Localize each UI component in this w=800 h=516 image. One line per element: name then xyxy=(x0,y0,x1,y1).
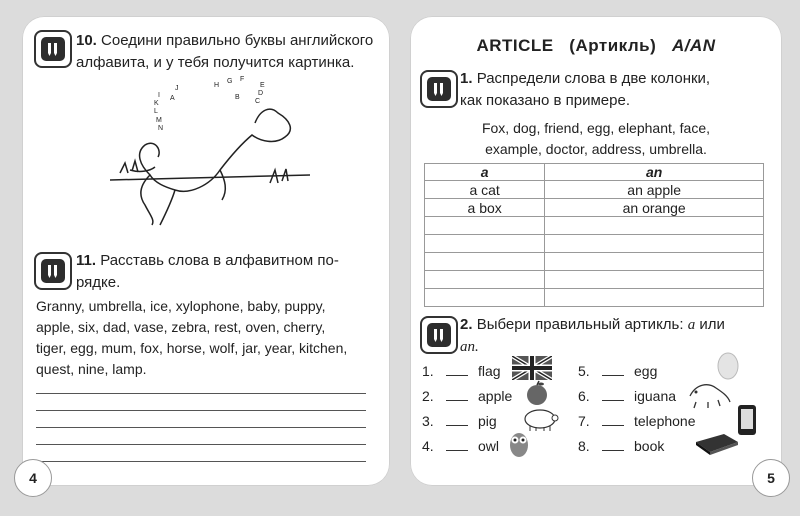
item-word: telephone xyxy=(634,413,696,429)
item-word: flag xyxy=(478,363,501,379)
task1-word-list xyxy=(410,118,782,160)
table-cell[interactable] xyxy=(425,289,545,307)
word-line: Fox, dog, friend, egg, elephant, face, xyxy=(481,120,711,136)
item-number: 2. xyxy=(422,388,434,404)
page-number-right: 5 xyxy=(752,459,790,497)
dot-letter: H xyxy=(214,82,220,89)
dot-letter: L xyxy=(154,108,158,115)
title-ru: (Артикль) xyxy=(569,36,657,55)
writing-line[interactable] xyxy=(36,393,366,394)
pig-icon xyxy=(520,406,560,432)
dot-letter: F xyxy=(240,76,245,83)
table-cell[interactable]: an apple xyxy=(545,181,764,199)
column-header-a: a xyxy=(425,164,545,181)
task10-line2: алфавита, и у тебя получится картинка. xyxy=(76,54,355,71)
pencil-icon xyxy=(420,316,458,354)
table-cell[interactable] xyxy=(545,253,764,271)
word-line: example, doctor, address, umbrella. xyxy=(485,141,707,157)
writing-line[interactable] xyxy=(36,461,366,462)
table-cell[interactable]: a cat xyxy=(425,181,545,199)
title-a: A xyxy=(671,36,685,55)
task2-text: Выбери правильный артикль: xyxy=(476,316,684,333)
title-article: ARTICLE xyxy=(476,36,554,55)
table-cell[interactable] xyxy=(425,271,545,289)
table-cell[interactable] xyxy=(545,271,764,289)
page-title xyxy=(410,36,782,56)
answer-blank[interactable] xyxy=(602,438,624,451)
task1-instruction xyxy=(460,68,775,112)
word-line: tiger, egg, mum, fox, horse, wolf, jar, year, kitchen, xyxy=(36,340,348,356)
task11-instruction xyxy=(76,250,381,294)
dot-to-dot-picture xyxy=(110,75,310,235)
task2-option-a: a xyxy=(687,317,696,333)
dot-letter: J xyxy=(175,85,179,92)
task11-line1: Расставь слова в алфавитном по- xyxy=(100,252,339,269)
task2-option-an: an. xyxy=(460,339,479,355)
item-number: 6. xyxy=(578,388,590,404)
task10-instruction xyxy=(76,30,381,74)
answer-blank[interactable] xyxy=(446,363,468,376)
pencil-icon xyxy=(34,252,72,290)
exercise-item xyxy=(578,388,676,404)
answer-blank[interactable] xyxy=(446,413,468,426)
table-cell[interactable]: an orange xyxy=(545,199,764,217)
dot-letter: C xyxy=(255,98,261,105)
item-number: 8. xyxy=(578,438,590,454)
answer-blank[interactable] xyxy=(602,363,624,376)
item-word: book xyxy=(634,438,665,454)
pencil-icon xyxy=(34,30,72,68)
task2-or: или xyxy=(699,316,725,333)
dot-letter: M xyxy=(156,117,162,124)
item-number: 4. xyxy=(422,438,434,454)
answer-blank[interactable] xyxy=(446,438,468,451)
task11-number: 11. xyxy=(76,252,97,269)
answer-blank[interactable] xyxy=(446,388,468,401)
item-word: owl xyxy=(478,438,500,454)
exercise-item xyxy=(578,438,664,454)
article-table xyxy=(424,163,764,307)
exercise-item xyxy=(578,413,696,429)
dot-letter: B xyxy=(235,94,240,101)
dot-letter: E xyxy=(260,82,265,89)
uk-flag-icon xyxy=(512,356,552,380)
book-icon xyxy=(694,430,740,456)
item-number: 5. xyxy=(578,363,590,379)
writing-line[interactable] xyxy=(36,444,366,445)
item-word: pig xyxy=(478,413,497,429)
task1-number: 1. xyxy=(460,70,473,87)
exercise-item xyxy=(422,388,512,404)
answer-blank[interactable] xyxy=(602,413,624,426)
dot-letter: N xyxy=(158,125,164,132)
writing-line[interactable] xyxy=(36,427,366,428)
item-number: 7. xyxy=(578,413,590,429)
item-number: 1. xyxy=(422,363,434,379)
dot-letter: G xyxy=(227,78,233,85)
exercise-item xyxy=(578,363,657,379)
task11-word-list xyxy=(36,296,386,380)
task10-number: 10. xyxy=(76,32,97,49)
title-an: /AN xyxy=(684,36,716,55)
dot-letter: I xyxy=(158,92,160,99)
table-cell[interactable] xyxy=(425,217,545,235)
table-cell[interactable] xyxy=(425,235,545,253)
item-word: apple xyxy=(478,388,513,404)
task1-line2: как показано в примере. xyxy=(460,92,630,109)
task2-number: 2. xyxy=(460,316,473,333)
table-cell[interactable] xyxy=(545,235,764,253)
iguana-icon xyxy=(686,376,732,410)
page-number-left: 4 xyxy=(14,459,52,497)
dot-letter: A xyxy=(170,95,175,102)
item-word: iguana xyxy=(634,388,677,404)
owl-icon xyxy=(508,430,530,458)
word-line: apple, six, dad, vase, zebra, rest, oven, cherry, xyxy=(36,319,326,335)
table-cell[interactable] xyxy=(425,253,545,271)
table-cell[interactable]: a box xyxy=(425,199,545,217)
dot-letter: D xyxy=(258,90,264,97)
table-cell[interactable] xyxy=(545,289,764,307)
exercise-item xyxy=(422,413,497,429)
task10-line1: Соедини правильно буквы английского xyxy=(101,32,374,49)
task1-line1: Распредели слова в две колонки, xyxy=(476,70,711,87)
writing-line[interactable] xyxy=(36,410,366,411)
item-word: egg xyxy=(634,363,658,379)
pencil-icon xyxy=(420,70,458,108)
task11-line2: рядке. xyxy=(76,274,121,291)
answer-blank[interactable] xyxy=(602,388,624,401)
item-number: 3. xyxy=(422,413,434,429)
table-cell[interactable] xyxy=(545,217,764,235)
column-header-an: an xyxy=(545,164,764,181)
exercise-item xyxy=(422,438,499,454)
dot-letter: K xyxy=(154,100,159,107)
word-line: Granny, umbrella, ice, xylophone, baby, puppy, xyxy=(36,298,326,314)
exercise-item xyxy=(422,363,501,379)
word-line: quest, nine, lamp. xyxy=(36,361,147,377)
apple-icon xyxy=(524,380,550,406)
